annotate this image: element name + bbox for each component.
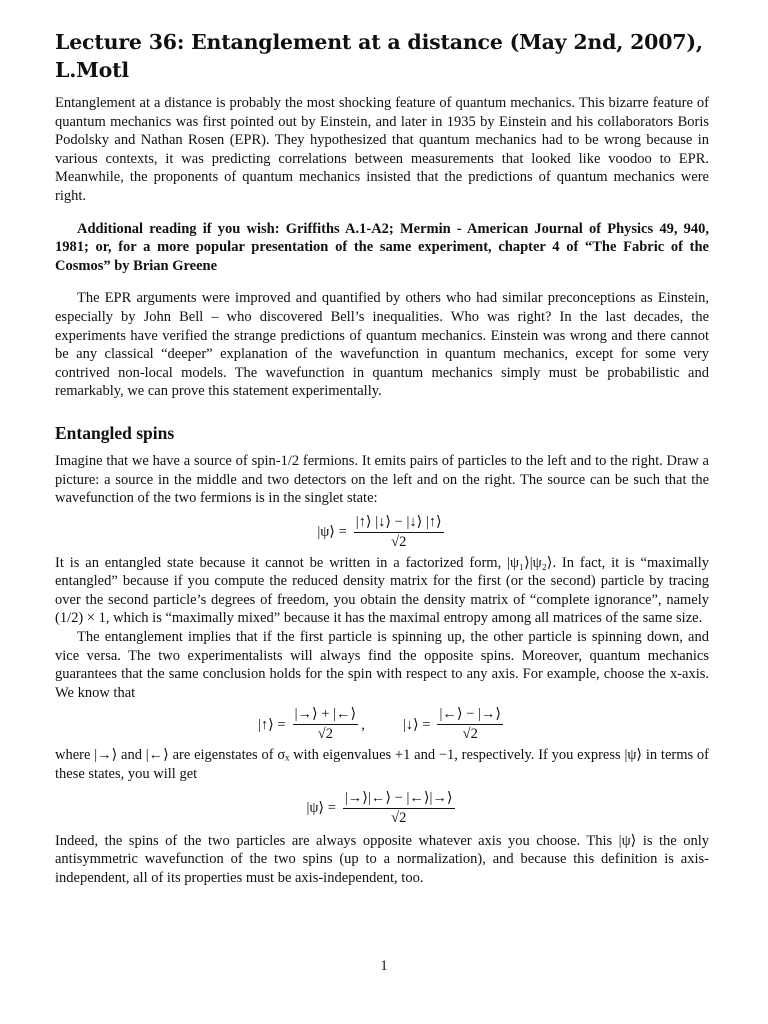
eq2-up-numerator: |→⟩ + |←⟩ [293, 706, 359, 725]
x-basis-psi-equation [55, 790, 709, 828]
eq2-down-numerator: |←⟩ − |→⟩ [437, 706, 503, 725]
eq1-lhs: |ψ⟩ = [317, 524, 347, 541]
eq1-denominator: √2 [391, 533, 407, 550]
spin-basis-equation [55, 706, 709, 744]
eq2-up-lhs: |↑⟩ = [258, 716, 286, 733]
eq3-fraction [343, 790, 455, 828]
page-number: 1 [380, 958, 388, 974]
lecture-title: Lecture 36: Entanglement at a distance (May 2nd, 2007), L.Motl [55, 30, 703, 82]
eq3-lhs: |ψ⟩ = [306, 800, 336, 817]
intro-paragraph: Entanglement at a distance is probably the most shocking feature of quantum mechanics. This bizarre feature of quantum mechanics was first pointed out by Einstein, and later in 1935 by Einstein and his collaborators Boris Podolsky and Nathan Rosen (EPR). They hypothesized that quantum mechanics had to be wrong because in various contexts, it was predicting correlations between measurements that looked like voodoo to EPR. Meanwhile, the proponents of quantum mechanics insisted that the predictions of quantum mechanics were right. [55, 95, 709, 204]
eq2-up-fraction [293, 706, 359, 744]
antisymmetric-paragraph: Indeed, the spins of the two particles are always opposite whatever axis you choose. This |ψ⟩ is the only antisymmetric wavefunction of the two spins (up to a normalization), and because this definition is axis-independent, all of its properties must be axis-independent, too. [55, 832, 709, 886]
eq3-denominator: √2 [391, 809, 407, 826]
eq2-down-fraction [437, 706, 503, 744]
eq1-fraction [354, 514, 444, 552]
eq3-numerator: |→⟩|←⟩ − |←⟩|→⟩ [343, 790, 455, 809]
additional-reading-paragraph: Additional reading if you wish: Griffiths A.1-A2; Mermin - American Journal of Physics 49, 940, 1981; or, for a more popular presentation of the same experiment, chapter 4 of “The Fabric of the Cosmos” by Brian Greene [55, 220, 709, 274]
singlet-state-equation [55, 514, 709, 552]
eq2-up-denominator: √2 [317, 726, 334, 743]
eq2-comma: , [361, 716, 365, 733]
section-heading-entangled-spins: Entangled spins [55, 422, 175, 443]
lecture-page [55, 28, 709, 887]
source-paragraph: Imagine that we have a source of spin-1/2 fermions. It emits pairs of particles to the left and to the right. Draw a picture: a source in the middle and two detectors on the left and on the right. The source can be such that the wavefunction of the two fermions is in the singlet state: [55, 452, 709, 507]
eq2-down-denominator: √2 [462, 726, 478, 743]
eq1-numerator: |↑⟩ |↓⟩ − |↓⟩ |↑⟩ [354, 514, 444, 533]
entanglement-implies-paragraph: The entanglement implies that if the first particle is spinning up, the other particle is spinning down, and vice versa. The two experimentalists will always find the opposite spins. Moreover, quantum mechanics guarantees that the same conclusion holds for the spin with respect to any axis. For example, choose the x-axis. We know that [55, 629, 709, 701]
eigenstates-paragraph: where |→⟩ and |←⟩ are eigenstates of σₓ with eigenvalues +1 and −1, respectively. If you express |ψ⟩ in terms of these states, you will get [55, 747, 709, 783]
epr-paragraph: The EPR arguments were improved and quantified by others who had similar preconceptions as Einstein, especially by John Bell – who discovered Bell’s inequalities. Who was right? In the last decades, the experiments have verified the strange predictions of quantum mechanics. Einstein was wrong and there cannot be any classical “deeper” explanation of the wavefunction in quantum mechanics, except for some very contrived non-local models. The wavefunction in quantum mechanics simply must be probabilistic and remarkably, we can prove this statement experimentally. [55, 290, 709, 400]
entangled-state-paragraph: It is an entangled state because it cannot be written in a factorized form, |ψ₁⟩|ψ₂⟩. In fact, it is “maximally entangled” because if you compute the reduced density matrix for the first (or the second) particle by tracing over the second particle’s degrees of freedom, you obtain the density matrix of “complete ignorance”, namely (1/2) × 1, which is “maximally mixed” because it has the maximal entropy among all matrices of the same size. [55, 554, 709, 627]
eq2-down-lhs: |↓⟩ = [402, 716, 431, 733]
